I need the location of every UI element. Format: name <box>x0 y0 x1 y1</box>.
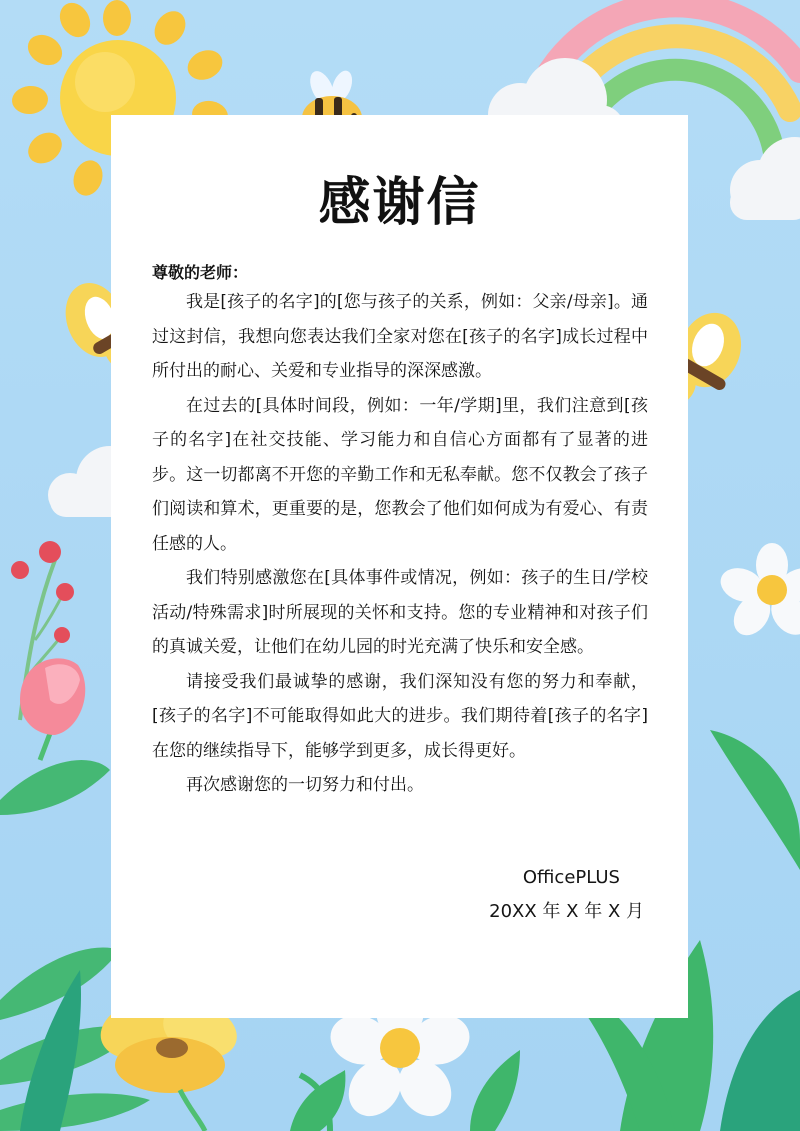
tulip-icon <box>20 658 85 760</box>
flower-icon <box>716 543 800 642</box>
letter-body <box>152 285 648 803</box>
letter-signature: OfficePLUS <box>522 867 620 888</box>
letter-paragraph: 在过去的[具体时间段，例如：一年/学期]里，我们注意到[孩子的名字]在社交技能、学习能力和自信心方面都有了显著的进步。这一切都离不开您的辛勤工作和无私奉献。您不仅教会了孩子们阅读和算术，更重要的是，您教会了他们如何成为有爱心、有责任感的人。 <box>152 395 648 554</box>
letter-paragraph: 再次感谢您的一切努力和付出。 <box>186 775 424 795</box>
letter-title: 感谢信 <box>318 173 481 233</box>
letter-paragraph: 我们特别感激您在[具体事件或情况，例如：孩子的生日/学校活动/特殊需求]时所展现的关怀和支持。您的专业精神和对孩子们的真诚关爱，让他们在幼儿园的时光充满了快乐和安全感。 <box>152 568 648 657</box>
letter-salutation: 尊敬的老师： <box>152 263 249 282</box>
leaf-icon <box>720 990 800 1131</box>
letter-paragraph: 请接受我们最诚挚的感谢，我们深知没有您的努力和奉献，[孩子的名字]不可能取得如此大的进步。我们期待着[孩子的名字]在您的继续指导下，能够学到更多，成长得更好。 <box>152 671 648 761</box>
letter-date: 20XX 年 X 年 X 月 <box>489 901 644 922</box>
letter-paragraph: 我是[孩子的名字]的[您与孩子的关系，例如：父亲/母亲]。通过这封信，我想向您表达我们全家对您在[孩子的名字]成长过程中所付出的耐心、关爱和专业指导的深深感激。 <box>152 292 648 381</box>
